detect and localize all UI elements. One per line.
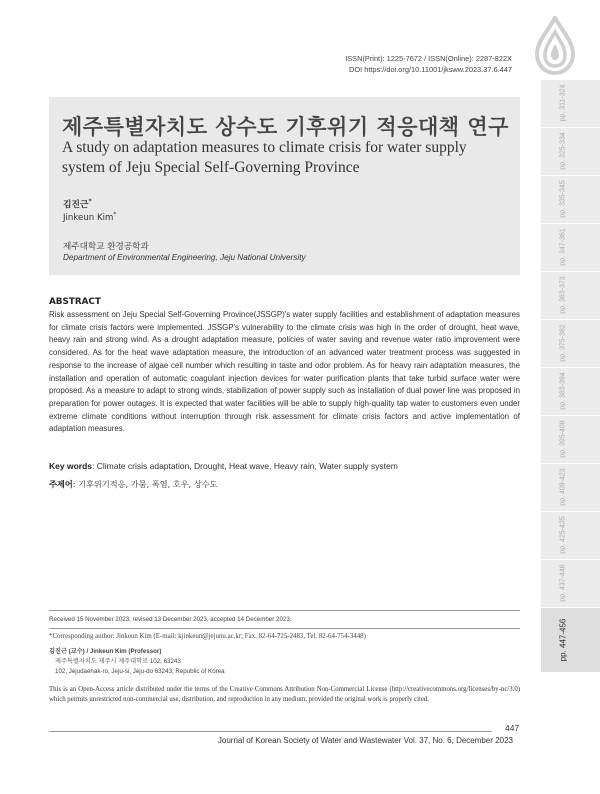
keywords-text: : Climate crisis adaptation, Drought, Heat wave, Heavy rain, Water supply system [92,461,398,471]
author-korean [63,197,92,210]
author-korean-mark: * [88,198,92,206]
author-footnote: 김진근 (교수) / Jinkeun Kim (Professor) [49,648,162,655]
affiliation-korean: 제주대학교 환경공학과 [63,242,149,252]
affiliation-english: Department of Environmental Engineering, Jeju National University [63,253,306,262]
korean-title: 제주특별자치도 상수도 기후위기 적응대책 연구 [62,115,509,139]
issn-doi-block [345,53,512,75]
issn-line: ISSN(Print): 1225-7672 / ISSN(Online): 2287-822X [345,54,512,63]
side-tab[interactable] [541,416,600,463]
keywords-korean [49,479,218,490]
side-tab[interactable] [541,224,600,271]
journal-citation: Journal of Korean Society of Water and Wastewater Vol. 37, No. 6, December 2023 [217,736,513,745]
english-title: A study on adaptation measures to climate crisis for water supply system of Jeju Special Self-Governing Province [62,139,467,176]
side-tab-label: pp. 335-345 [559,180,567,218]
side-tab-label: pp. 325-334 [559,132,567,170]
footnote-divider-2 [49,628,520,629]
author-korean-name: 김진근 [63,200,89,210]
side-tab-label: pp. 375-382 [559,324,567,362]
abstract-body: Risk assessment on Jeju Special Self-Governing Province(JSSGP)'s water supply facilities and establishment of adaptation measures for climate crisis factors were implemented. JSSGP's vulnerability to the climate crisis was high in the order of drought, heat wave, heavy rain and strong wind. As a drought adaptation measure, policies of water saving and revenue water ratio improvement were considered. As for the heat wave adaptation measure, the introduction of an advanced water treatment process was suggested in response to the increase of algae cell number which resulting in taste and odor problem. As for heavy rain adaptation measures, the installation and operation of automatic coagulant injection devices for water purification plants that take turbid surface water were proposed. As a measure to adapt to strong winds, stabilization of power supply such as installation of dual power line was proposed in preparation for power outages. It is expected that water facilities will be able to supply high-quality tap water to customers even under extreme climate conditions without interruption through risk assessment for climate crisis factors and active implementation of adaptation measures. [49,310,520,434]
side-tab-label: pp. 347-361 [559,228,567,266]
side-tab[interactable] [541,560,600,607]
footer-rule [49,731,492,732]
author-english [63,211,116,223]
side-tab[interactable] [541,128,600,175]
corresponding-author: *Corresponding author: Jinkeun Kim (E-mail: kjinkeun@jejunu.ac.kr; Fax. 82-64-725-2483, Tel. 82-64-754-3448) [49,633,366,640]
side-tab[interactable] [541,608,600,672]
keywords-label: Key words [49,461,92,471]
side-tab[interactable] [541,80,600,127]
author-english-name: Jinkeun Kim [63,212,114,223]
side-tab-label: pp. 437-446 [559,564,567,602]
keywords [49,461,398,471]
address-english: 102, Jejudaehak-ro, Jeju-si, Jeju-do 63243, Republic of Korea [55,668,225,675]
keywords-korean-label: 주제어 [49,479,73,489]
side-tab-label: pp. 383-394 [559,372,567,410]
footnote-divider [49,610,520,611]
side-tab-label: pp. 395-408 [559,420,567,458]
side-tab-label: pp. 409-423 [559,468,567,506]
side-tab[interactable] [541,272,600,319]
open-access-notice: This is an Open-Access article distributed under the terms of the Creative Commons Attribution Non-Commercial License (http://creativecommons.org/licenses/by-nc/3.0) which permits unrestricted non-commercial use, distribution, and reproduction in any medium, provided the original work is properly cited. [49,686,520,703]
side-tab[interactable] [541,464,600,511]
journal-logo-icon [528,16,582,76]
side-tab-label: pp. 425-435 [559,516,567,554]
author-english-mark: * [113,211,117,218]
side-tab[interactable] [541,512,600,559]
side-tab-label: pp. 363-373 [559,276,567,314]
side-tab[interactable] [541,368,600,415]
received-dates: Received 15 November 2023, revised 13 December 2023, accepted 14 December 2023. [49,616,292,623]
side-tab[interactable] [541,176,600,223]
keywords-korean-text: : 기후위기적응, 가뭄, 폭염, 호우, 상수도 [72,479,218,489]
side-tab-label: pp. 447-456 [558,618,568,662]
doi-line[interactable]: DOI https://doi.org/10.11001/jksww.2023.37.6.447 [349,65,512,74]
address-korean: 제주특별자치도 제주시 제주대학로 102, 63243 [55,658,181,665]
abstract-heading: ABSTRACT [49,297,101,307]
side-tab-label: pp. 311-324 [559,84,567,122]
page-number: 447 [505,723,520,733]
side-tab[interactable] [541,320,600,367]
